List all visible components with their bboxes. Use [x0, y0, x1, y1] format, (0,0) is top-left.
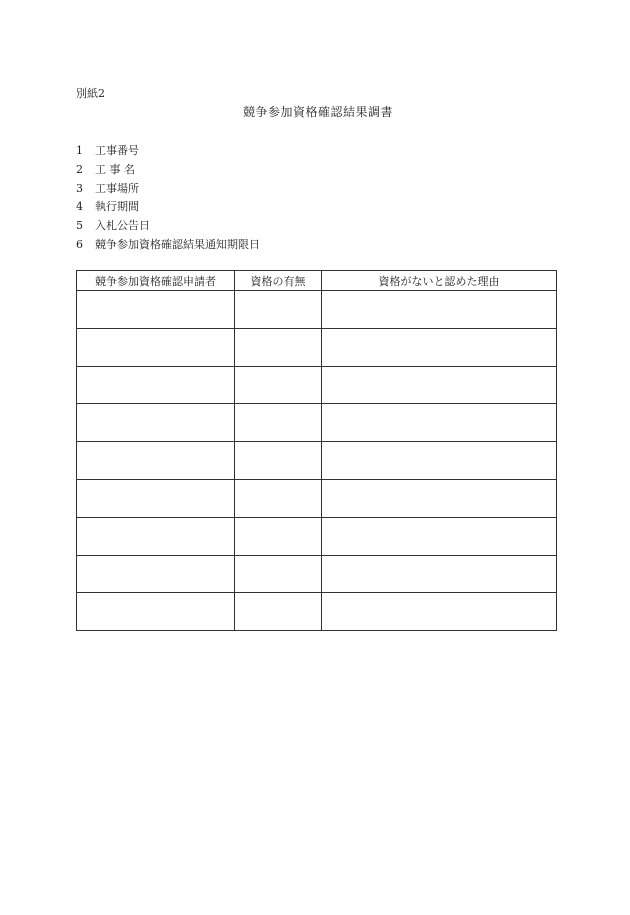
item-list [76, 142, 260, 255]
eligibility-cell [235, 517, 322, 555]
applicant-cell [77, 291, 235, 329]
header-applicant: 競争参加資格確認申請者 [77, 271, 235, 291]
item-label: 競争参加資格確認結果通知期限日 [95, 237, 260, 251]
eligibility-cell [235, 555, 322, 593]
applicant-cell [77, 479, 235, 517]
reason-cell [322, 442, 557, 480]
item-number: 2 [76, 162, 83, 176]
item-label: 工事場所 [95, 181, 139, 195]
eligibility-cell [235, 291, 322, 329]
list-item [76, 217, 260, 236]
reason-cell [322, 291, 557, 329]
applicant-cell [77, 517, 235, 555]
reason-cell [322, 328, 557, 366]
item-number: 5 [76, 219, 83, 233]
eligibility-cell [235, 479, 322, 517]
reason-cell [322, 479, 557, 517]
document-title: 競争参加資格確認結果調書 [242, 105, 393, 119]
item-number: 3 [76, 181, 83, 195]
table-row [77, 479, 557, 517]
applicant-cell [77, 593, 235, 631]
table-row [77, 291, 557, 329]
header-eligibility: 資格の有無 [235, 271, 322, 291]
table-row [77, 328, 557, 366]
applicant-cell [77, 404, 235, 442]
eligibility-cell [235, 593, 322, 631]
result-table [76, 270, 557, 631]
eligibility-cell [235, 366, 322, 404]
table-row [77, 517, 557, 555]
item-number: 1 [76, 144, 83, 157]
list-item [76, 142, 260, 161]
header-reason: 資格がないと認めた理由 [322, 271, 557, 291]
table-row [77, 593, 557, 631]
item-label: 工事番号 [95, 144, 139, 157]
reason-cell [322, 555, 557, 593]
list-item [76, 236, 260, 255]
reason-cell [322, 404, 557, 442]
list-item [76, 161, 260, 180]
eligibility-cell [235, 442, 322, 480]
reason-cell [322, 593, 557, 631]
table-header-row [77, 271, 557, 291]
reason-cell [322, 517, 557, 555]
applicant-cell [77, 366, 235, 404]
table-row [77, 404, 557, 442]
item-label: 執行期間 [95, 200, 139, 214]
reason-cell [322, 366, 557, 404]
table-row [77, 366, 557, 404]
item-label: 入札公告日 [95, 219, 150, 233]
table-row [77, 442, 557, 480]
list-item [76, 198, 260, 217]
item-number: 4 [76, 200, 83, 214]
item-label: 工 事 名 [95, 162, 135, 176]
attachment-label: 別紙2 [76, 87, 105, 100]
eligibility-cell [235, 404, 322, 442]
list-item [76, 180, 260, 199]
table-row [77, 555, 557, 593]
item-number: 6 [76, 237, 83, 251]
eligibility-cell [235, 328, 322, 366]
applicant-cell [77, 328, 235, 366]
applicant-cell [77, 442, 235, 480]
applicant-cell [77, 555, 235, 593]
